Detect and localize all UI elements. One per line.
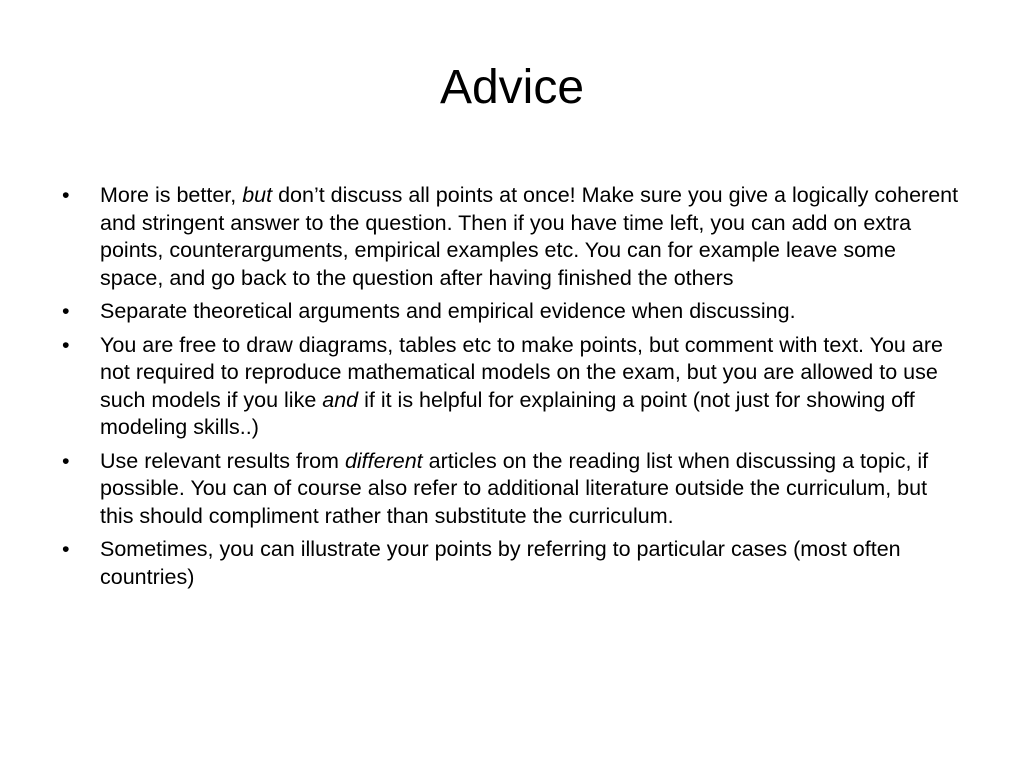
bullet-marker: • (62, 448, 70, 473)
bullet-item (62, 182, 962, 292)
text-segment: if it is helpful for explaining a point (not just for showing off modeling skills..) (100, 387, 915, 439)
slide-title: Advice (439, 61, 585, 114)
bullet-item (62, 536, 962, 591)
text-segment: Sometimes, you can illustrate your points by referring to particular cases (most often countries) (100, 537, 901, 589)
emphasis-text: but (242, 183, 273, 207)
text-segment: You are free to draw diagrams, tables etc to make points, but comment with text. You are not required to reproduce mathematical models on the exam, but you are allowed to use such models if you like (100, 332, 943, 412)
text-segment: More is better, (100, 183, 243, 207)
bullet-marker: • (62, 332, 70, 357)
text-segment: Separate theoretical arguments and empirical evidence when discussing. (100, 299, 796, 323)
text-segment: don’t discuss all points at once! Make sure you give a logically coherent and stringent answer to the question. Then if you have time left, you can add on extra points, counterarguments, empirical examples etc. You can for example leave some space, and go back to the question after having finished the others (100, 183, 959, 290)
bullet-list (62, 182, 962, 597)
bullet-text (100, 333, 943, 440)
bullet-marker: • (62, 299, 70, 323)
bullet-text (100, 183, 958, 290)
text-segment: articles on the reading list when discussing a topic, if possible. You can of course also refer to additional literature outside the curriculum, but this should compliment rather than substitute the curriculum. (100, 448, 929, 528)
text-segment: Use relevant results from (100, 448, 345, 473)
emphasis-text: and (322, 387, 359, 412)
bullet-item (62, 332, 962, 442)
emphasis-text: different (344, 448, 423, 473)
bullet-marker: • (62, 537, 70, 561)
bullet-text (100, 449, 928, 528)
bullet-item (62, 298, 962, 326)
bullet-text (100, 537, 901, 589)
bullet-item (62, 448, 962, 531)
bullet-text (100, 299, 796, 323)
bullet-marker: • (62, 183, 70, 207)
